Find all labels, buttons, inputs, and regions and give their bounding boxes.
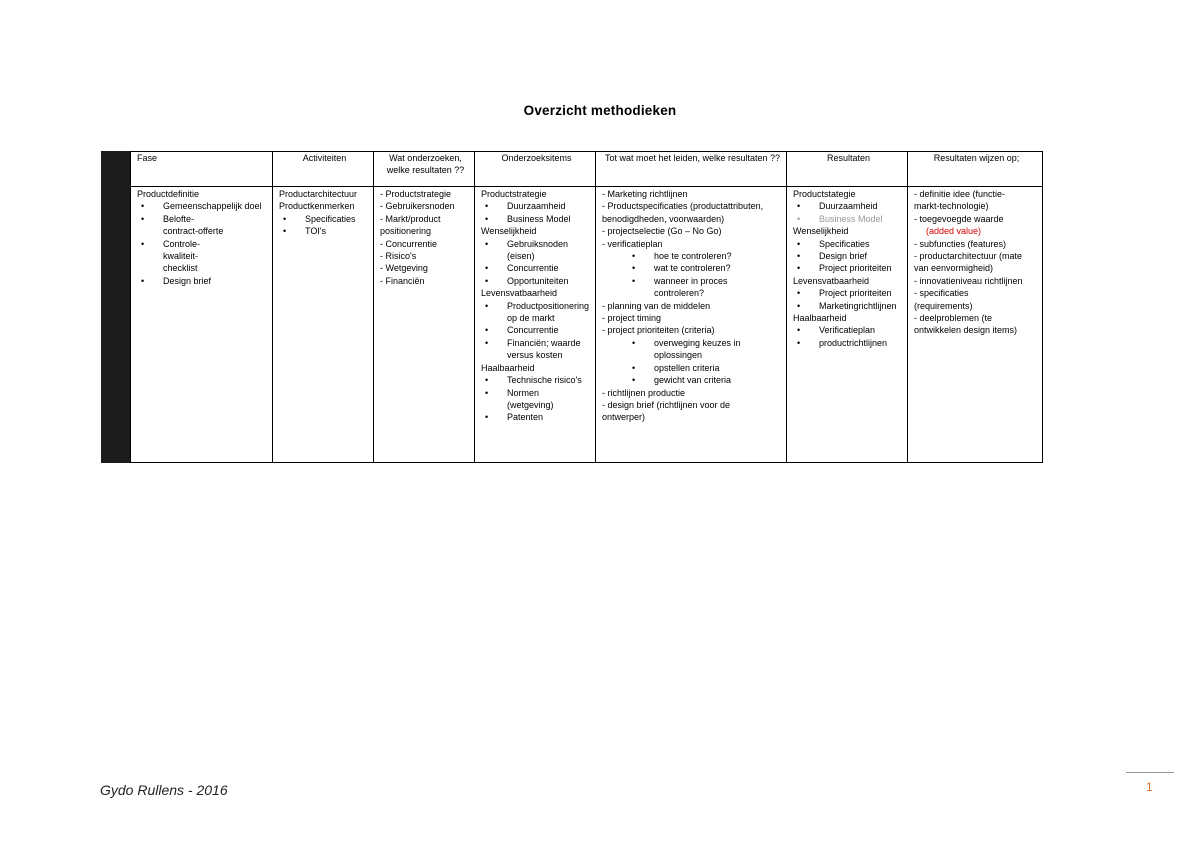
activiteiten-line: Productkenmerken: [279, 201, 355, 212]
footer-divider: [1126, 772, 1174, 773]
footer-author: Gydo Rullens - 2016: [100, 782, 228, 798]
list-item: • Opportuniteiten: [481, 275, 592, 287]
list-item: • Patenten: [481, 411, 592, 423]
list-item: • Verificatieplan: [793, 324, 904, 336]
list-item: • Concurrentie: [481, 324, 592, 336]
list-item: - planning van de middelen: [602, 300, 711, 311]
list-item: - design brief (richtlijnen voor de ontwerper): [602, 399, 731, 423]
page-title: Overzicht methodieken: [523, 103, 677, 118]
list-item: - innovatieniveau richtlijnen: [914, 275, 1023, 286]
cell-onderzoeksitems: [475, 187, 596, 463]
group-heading: Levensvatbaarheid: [793, 275, 870, 286]
list-item: • Gebruiksnoden (eisen): [481, 238, 592, 263]
list-item: - richtlijnen productie: [602, 387, 686, 398]
group-heading: Productstategie: [793, 189, 856, 199]
list-item: - project timing: [602, 313, 662, 324]
list-item: - Risico's: [380, 251, 417, 262]
cell-activiteiten: [273, 187, 374, 463]
list-item: • overweging keuzes in oplossingen: [602, 337, 783, 362]
list-item: • hoe te controleren?: [602, 250, 783, 262]
header-fase: Fase: [131, 152, 273, 187]
methods-table: [130, 151, 1043, 463]
list-item: • Project prioriteiten: [793, 287, 904, 299]
header-wat-onderzoeken: Wat onderzoeken, welke resultaten ??: [374, 152, 475, 187]
group-heading: Productstrategie: [481, 189, 547, 199]
list-item: • Gemeenschappelijk doel: [137, 200, 269, 212]
list-item: - deelproblemen (te ontwikkelen design items): [914, 313, 1018, 336]
header-tot-wat: Tot wat moet het leiden, welke resultaten ??: [596, 152, 787, 187]
table-side-bar: [101, 151, 130, 463]
list-item: • Technische risico's: [481, 374, 592, 386]
list-item: - Wetgeving: [380, 263, 428, 274]
group-heading: Levensvatbaarheid: [481, 288, 558, 299]
list-item: • Financiën; waarde versus kosten: [481, 337, 592, 362]
list-item: • TOI's: [279, 225, 370, 237]
list-item: - Markt/product positionering: [380, 213, 441, 237]
list-item: • Design brief: [793, 250, 904, 262]
list-item: - definitie idee (functie-markt-technologie): [914, 189, 1006, 212]
list-item: • productrichtlijnen: [793, 337, 904, 349]
list-item: • wat te controleren?: [602, 262, 783, 274]
list-item: • Normen (wetgeving): [481, 387, 592, 412]
list-item: - project prioriteiten (criteria): [602, 325, 715, 336]
list-item: - subfuncties (features): [914, 238, 1007, 249]
cell-tot-wat: [596, 187, 787, 463]
content-row: [131, 187, 1043, 463]
list-item: • Business Model: [793, 213, 904, 225]
list-item: - toegevoegde waarde: [914, 213, 1004, 224]
list-item: - Productstrategie: [380, 189, 452, 199]
list-item: - Productspecificaties (productattributen, benodigdheden, voorwaarden): [602, 201, 764, 224]
list-item: • Duurzaamheid: [481, 200, 592, 212]
header-resultaten-wijzen: Resultaten wijzen op;: [908, 152, 1043, 187]
group-heading: Wenselijkheid: [481, 226, 537, 237]
group-heading: Haalbaarheid: [481, 362, 535, 373]
list-item: - Gebruikersnoden: [380, 201, 455, 212]
list-item: - projectselectie (Go – No Go): [602, 226, 722, 237]
list-item: • Business Model: [481, 213, 592, 225]
list-item: • Marketingrichtlijnen: [793, 300, 904, 312]
list-item: • Specificaties: [279, 213, 370, 225]
list-item: - Marketing richtlijnen: [602, 189, 688, 199]
list-item: - Concurrentie: [380, 238, 438, 249]
list-item: • Controle-kwaliteit-checklist: [137, 238, 269, 275]
cell-resultaten: [787, 187, 908, 463]
list-item: • Specificaties: [793, 238, 904, 250]
list-item: • opstellen criteria: [602, 362, 783, 374]
list-item: - specificaties (requirements): [914, 288, 973, 311]
list-item: • Productpositionering op de markt: [481, 300, 592, 325]
list-item: • Belofte- contract-offerte: [137, 213, 269, 238]
list-item: - Financiën: [380, 275, 425, 286]
group-heading: Haalbaarheid: [793, 313, 847, 324]
header-resultaten: Resultaten: [787, 152, 908, 187]
list-item: • gewicht van criteria: [602, 374, 783, 386]
header-row: [131, 152, 1043, 187]
list-item: - verificatieplan: [602, 238, 663, 249]
list-item: - productarchitectuur (mate van eenvormigheid): [914, 251, 1023, 274]
group-heading: Wenselijkheid: [793, 226, 849, 237]
page-number: 1: [1146, 780, 1153, 794]
list-item: • Design brief: [137, 275, 269, 287]
cell-wat-onderzoeken: [374, 187, 475, 463]
header-activiteiten: Activiteiten: [273, 152, 374, 187]
header-onderzoeksitems: Onderzoeksitems: [475, 152, 596, 187]
cell-resultaten-wijzen: [908, 187, 1043, 463]
list-item: • Concurrentie: [481, 262, 592, 274]
list-item: • Project prioriteiten: [793, 262, 904, 274]
cell-fase: [131, 187, 273, 463]
fase-heading: Productdefinitie: [137, 189, 200, 199]
added-value-note: (added value): [926, 226, 982, 237]
list-item: • wanneer in proces controleren?: [602, 275, 783, 300]
list-item: • Duurzaamheid: [793, 200, 904, 212]
activiteiten-line: Productarchitectuur: [279, 189, 358, 199]
